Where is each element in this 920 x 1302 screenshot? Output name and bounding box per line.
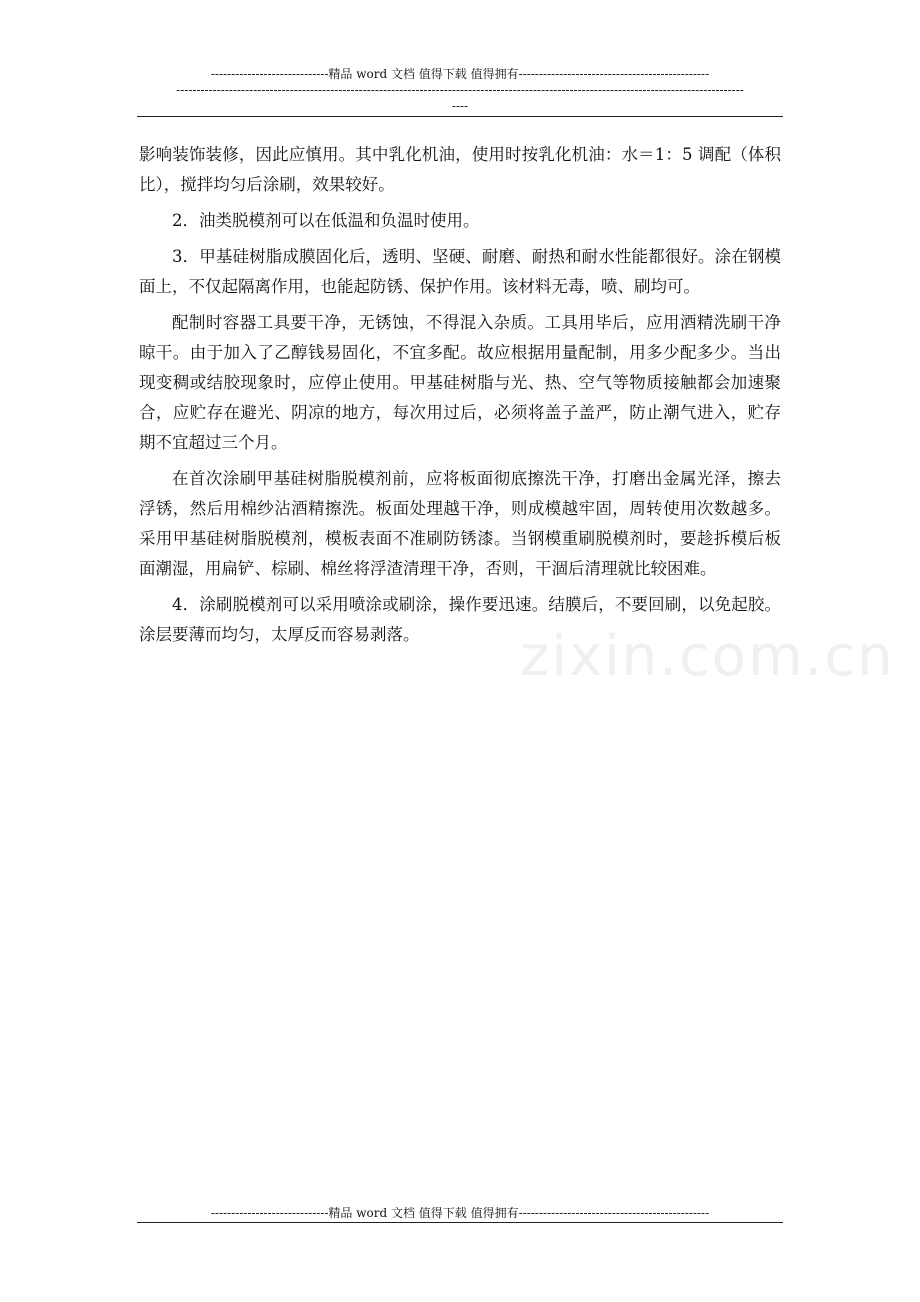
watermark-text: zixin.com.cn: [520, 624, 895, 689]
page-header: [137, 66, 783, 114]
paragraph-preparation: 配制时容器工具要干净，无锈蚀，不得混入杂质。工具用毕后，应用酒精洗刷干净晾干。由于加入了乙醇钱易固化，不宜多配。故应根据用量配制，用多少配多少。当出现变稠或结胶现象时，应停止使用。甲基硅树脂与光、热、空气等物质接触都会加速聚合，应贮存在避光、阴凉的地方，每次用过后，必须将盖子盖严，防止潮气进入，贮存期不宜超过三个月。: [139, 313, 781, 452]
header-line-3: ----: [451, 99, 469, 113]
paragraph-item-4: 4．涂刷脱模剂可以采用喷涂或刷涂，操作要迅速。结膜后，不要回刷，以免起胶。涂层要薄而均匀，太厚反而容易剥落。: [139, 595, 781, 644]
paragraph-first-coating: 在首次涂刷甲基硅树脂脱模剂前，应将板面彻底擦洗干净，打磨出金属光泽，擦去浮锈，然后用棉纱沾酒精擦洗。板面处理越干净，则成模越牢固，周转使用次数越多。采用甲基硅树脂脱模剂，模板表面不准刷防锈漆。当钢模重刷脱模剂时，要趁拆模后板面潮湿，用扁铲、棕刷、棉丝将浮渣清理干净，否则，干涸后清理就比较困难。: [139, 469, 781, 578]
paragraph-item-2: 2．油类脱模剂可以在低温和负温时使用。: [172, 211, 480, 230]
header-line-2: --------------------------------------------------------------------------------------------------------------------------------------------: [176, 83, 744, 97]
header-line-1: -----------------------------精品 word 文档 值得下载 值得拥有-----------------------------------------------: [210, 67, 710, 81]
paragraph-continuation: 影响装饰装修，因此应慎用。其中乳化机油，使用时按乳化机油：水＝1：5 调配（体积比），搅拌均匀后涂刷，效果较好。: [139, 145, 781, 194]
page-footer: -----------------------------精品 word 文档 值得下载 值得拥有-----------------------------------------------: [210, 1206, 710, 1220]
header-divider: [137, 116, 783, 117]
footer-divider: [137, 1222, 783, 1223]
document-body: [139, 140, 781, 656]
paragraph-item-3: 3．甲基硅树脂成膜固化后，透明、坚硬、耐磨、耐热和耐水性能都很好。涂在钢模面上，不仅起隔离作用，也能起防锈、保护作用。该材料无毒，喷、刷均可。: [139, 247, 781, 296]
